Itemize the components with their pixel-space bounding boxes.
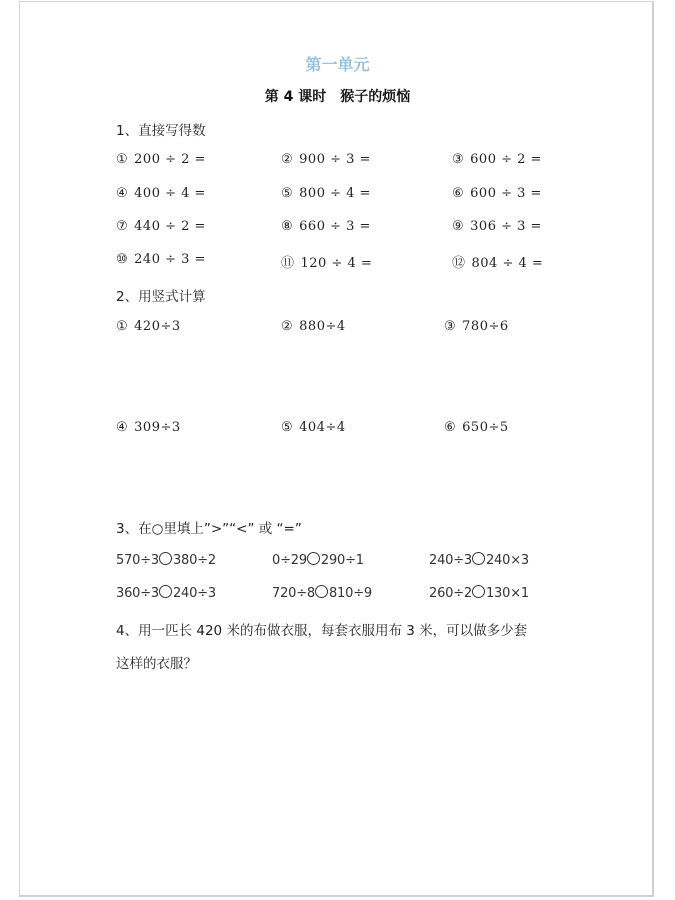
oral-item: ⑥ 600 ÷ 3 = — [452, 186, 542, 201]
oral-item: ③ 600 ÷ 2 = — [452, 152, 542, 167]
compare-item: 360÷3 240÷3 — [116, 586, 216, 601]
oral-item: ⑤ 800 ÷ 4 = — [281, 186, 371, 201]
section-1-title: 1、直接写得数 — [116, 123, 206, 139]
blank-circle-icon[interactable] — [307, 552, 320, 565]
blank-circle-icon[interactable] — [159, 585, 172, 598]
oral-item: ⑦ 440 ÷ 2 = — [116, 219, 206, 234]
vertical-calc-item: ③ 780÷6 — [444, 319, 509, 334]
vertical-calc-item: ⑤ 404÷4 — [281, 420, 346, 435]
section-2-title: 2、用竖式计算 — [116, 289, 206, 305]
compare-item: 240÷3 240×3 — [429, 553, 529, 568]
compare-item: 260÷2 130×1 — [429, 586, 529, 601]
compare-item: 0÷29 290÷1 — [272, 553, 364, 568]
word-problem-line-2: 这样的衣服？ — [116, 656, 197, 672]
blank-circle-icon[interactable] — [472, 552, 485, 565]
blank-circle-icon[interactable] — [315, 585, 328, 598]
oral-item: ⑪ 120 ÷ 4 = — [281, 256, 373, 271]
vertical-calc-item: ④ 309÷3 — [116, 420, 181, 435]
blank-circle-icon[interactable] — [472, 585, 485, 598]
unit-title: 第一单元 — [305, 55, 370, 74]
oral-item: ② 900 ÷ 3 = — [281, 152, 371, 167]
oral-item: ⑧ 660 ÷ 3 = — [281, 219, 371, 234]
oral-item: ④ 400 ÷ 4 = — [116, 186, 206, 201]
blank-circle-icon[interactable] — [159, 552, 172, 565]
vertical-calc-item: ⑥ 650÷5 — [444, 420, 509, 435]
oral-item: ⑩ 240 ÷ 3 = — [116, 252, 206, 267]
compare-item: 570÷3 380÷2 — [116, 553, 216, 568]
document-page — [19, 1, 654, 897]
lesson-title: 第 4 课时 猴子的烦恼 — [264, 89, 411, 105]
oral-item: ① 200 ÷ 2 = — [116, 152, 206, 167]
word-problem-line-1: 4、用一匹长 420 米的布做衣服，每套衣服用布 3 米，可以做多少套 — [116, 623, 528, 639]
oral-item: ⑫ 804 ÷ 4 = — [452, 256, 544, 271]
oral-item: ⑨ 306 ÷ 3 = — [452, 219, 542, 234]
section-3-title: 3、在○里填上”>”“<” 或 “=” — [116, 521, 302, 537]
compare-item: 720÷8 810÷9 — [272, 586, 372, 601]
vertical-calc-item: ② 880÷4 — [281, 319, 346, 334]
vertical-calc-item: ① 420÷3 — [116, 319, 181, 334]
